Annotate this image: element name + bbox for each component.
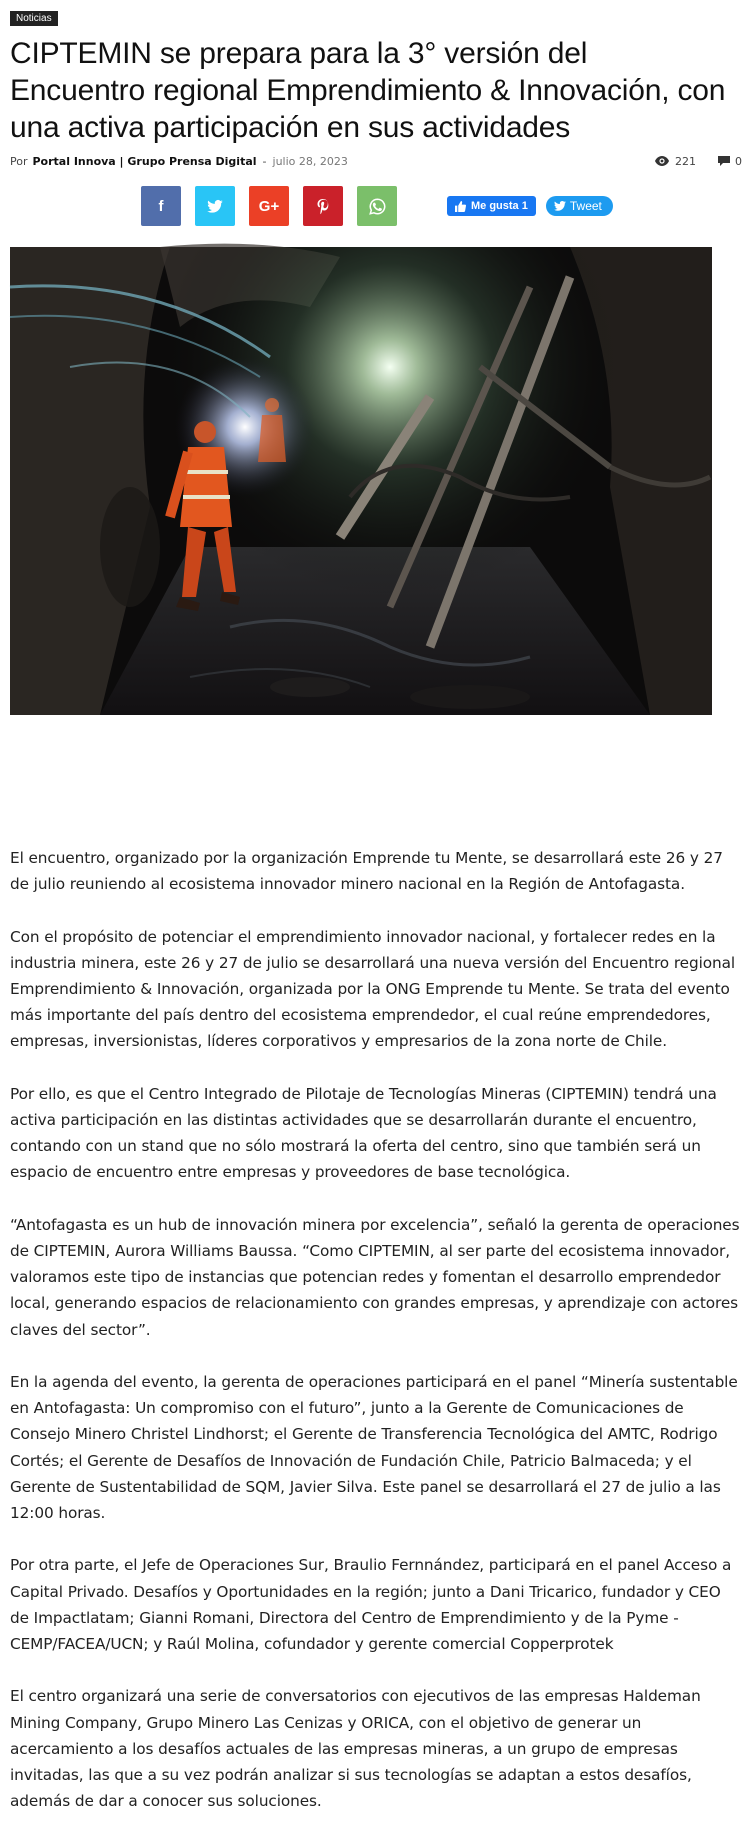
whatsapp-share-button[interactable] xyxy=(357,186,397,226)
article-paragraph: Con el propósito de potenciar el emprendimiento innovador nacional, y fortalecer redes en la industria minera, este 26 y 27 de julio se desarrollará una nueva versión del Encuentro regional Emprendimiento & Innovación, organizada por la ONG Emprende tu Mente. Se trata del evento más importante del país dentro del ecosistema emprendedor, el cual reúne emprendedores, empresas, inversionistas, líderes corporativos y empresarios de la zona norte de Chile. xyxy=(10,927,736,1051)
article-paragraph: En la agenda del evento, la gerenta de operaciones participará en el panel “Minería sustentable en Antofagasta: Un compromiso con el futuro”, junto a la Gerente de Comunicaciones de Consejo Minero Christel Lindhorst; el Gerente de Transferencia Tecnológica del AMTC, Rodrigo Cortés; el Gerente de Desafíos de Innovación de Fundación Chile, Patricio Balmaceda; y el Gerente de Sustentabilidad de SQM, Javier Silva. Este panel se desarrollará el 27 de julio a las 12:00 horas. xyxy=(10,1373,738,1523)
article-paragraph: El centro organizará una serie de conversatorios con ejecutivos de las empresas Haldeman Mining Company, Grupo Minero Las Cenizas y ORICA, con el objetivo de generar un acercamiento a los desafíos actuales de las empresas mineras, a un grupo de empresas invitadas, las que a su vez podrán analizar si sus tecnologías se adaptan a estos desafíos, además de dar a conocer sus soluciones. xyxy=(10,1687,701,1811)
comment-count[interactable] xyxy=(718,155,742,168)
facebook-like-button[interactable] xyxy=(447,196,536,216)
pinterest-share-button[interactable] xyxy=(303,186,343,226)
hero-image xyxy=(10,247,712,715)
article-body xyxy=(10,845,740,1841)
article-paragraph: “Antofagasta es un hub de innovación minera por excelencia”, señaló la gerenta de operaciones de CIPTEMIN, Aurora Williams Baussa. “Como CIPTEMIN, al ser parte del ecosistema innovador, valoramos este tipo de instancias que potencian redes y fomentan el desarrollo emprendedor local, generando espacios de relacionamiento con grandes empresas, y aprendizaje con actores claves del sector”. xyxy=(10,1215,740,1339)
twitter-share-button[interactable] xyxy=(195,186,235,226)
googleplus-icon: G+ xyxy=(258,197,280,215)
publish-date: julio 28, 2023 xyxy=(272,154,348,168)
article-paragraph: Por ello, es que el Centro Integrado de Pilotaje de Tecnologías Mineras (CIPTEMIN) tendrá una activa participación en las distintas actividades que se desarrollarán durante el encuentro, contando con un stand que no sólo mostrará la oferta del centro, sino que también será un espacio de encuentro entre empresas y proveedores de base tecnológica. xyxy=(10,1084,717,1182)
facebook-share-button[interactable] xyxy=(141,186,181,226)
twitter-bird-icon xyxy=(554,201,566,211)
underground-mine-photo xyxy=(10,247,712,715)
whatsapp-icon xyxy=(369,198,386,215)
like-label: Me gusta 1 xyxy=(471,200,528,212)
article-meta xyxy=(10,153,742,169)
eye-icon xyxy=(655,156,669,166)
article-title: CIPTEMIN se prepara para la 3° versión del Encuentro regional Emprendimiento & Innovación, con una activa participación en sus actividades xyxy=(10,37,726,144)
thumbs-up-icon xyxy=(455,201,466,212)
share-bar xyxy=(141,186,613,226)
comment-icon xyxy=(718,156,730,166)
pinterest-icon xyxy=(317,199,329,214)
meta-separator: - xyxy=(262,154,267,168)
view-count xyxy=(655,155,696,168)
tweet-button[interactable] xyxy=(546,196,613,216)
facebook-icon: f xyxy=(158,197,164,215)
article-paragraph: El encuentro, organizado por la organización Emprende tu Mente, se desarrollará este 26 y 27 de julio reuniendo al ecosistema innovador minero nacional en la Región de Antofagasta. xyxy=(10,849,723,894)
googleplus-share-button[interactable] xyxy=(249,186,289,226)
author-link[interactable]: Portal Innova | Grupo Prensa Digital xyxy=(32,154,257,168)
article-paragraph: Por otra parte, el Jefe de Operaciones Sur, Braulio Fernnández, participará en el panel Acceso a Capital Privado. Desafíos y Oportunidades en la región; junto a Dani Tricarico, fundador y CEO de Impactlatam; Gianni Romani, Directora del Centro de Emprendimiento y de la Pyme -CEMP/FACEA/UCN; y Raúl Molina, cofundador y gerente comercial Copperprotek xyxy=(10,1556,732,1654)
tweet-label: Tweet xyxy=(569,199,602,213)
comment-count-value: 0 xyxy=(735,154,742,168)
twitter-icon xyxy=(207,200,223,213)
by-label: Por xyxy=(10,154,28,168)
view-count-value: 221 xyxy=(675,154,696,168)
category-tag[interactable]: Noticias xyxy=(10,11,58,26)
